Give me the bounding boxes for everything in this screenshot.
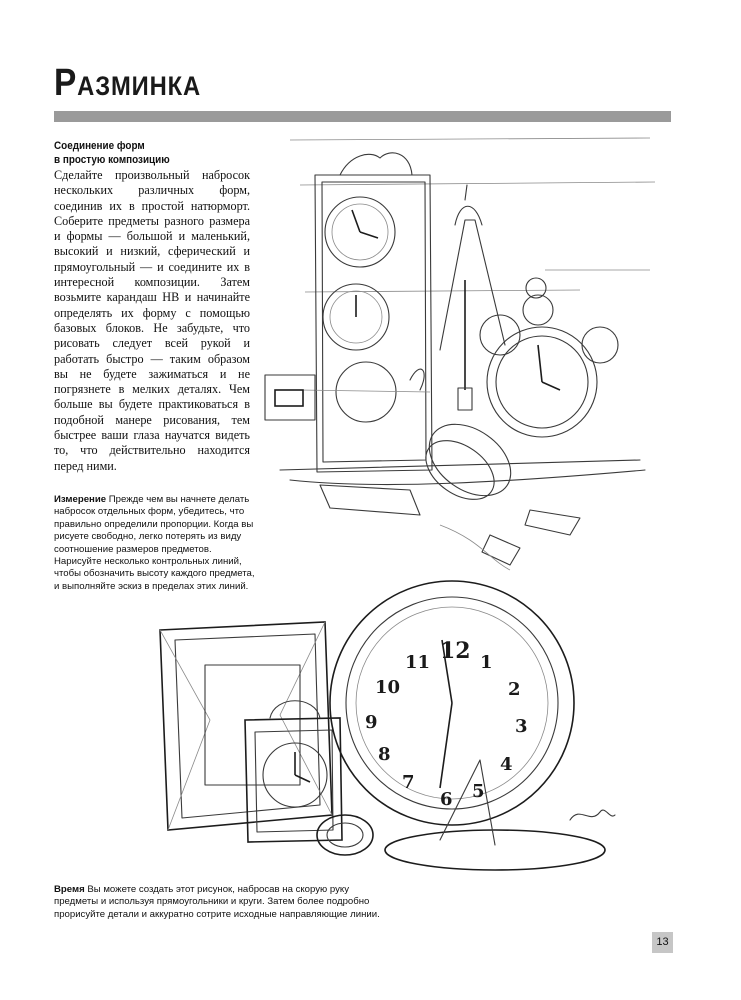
- svg-text:3: 3: [515, 716, 528, 737]
- svg-text:12: 12: [440, 638, 471, 664]
- svg-text:1: 1: [480, 652, 493, 673]
- svg-text:7: 7: [402, 772, 415, 793]
- svg-text:6: 6: [440, 789, 453, 810]
- svg-text:8: 8: [378, 744, 391, 765]
- svg-text:11: 11: [405, 652, 431, 673]
- caption-time-label: Время: [54, 884, 85, 895]
- body-paragraph: Сделайте произвольный набросок нескольких различных форм, соединив их в простой натюрморт. Соберите предметы разного размера и формы — большой и маленький, высокий и низкий, сферический и прямоугольный — и соедините их в интересной композиции. Затем возьмите карандаш НВ и начинайте определять их форму с помощью базовых блоков. Не забудьте, что рисовать следует всей рукой и работать быстро — таким образом вы не будете зажиматься и не погрязнете в мелких деталях. Чем больше вы будете практиковаться в подобной манере рисования, тем быстрее ваши глаза научатся видеть то, что действительно находится перед ними.: [54, 168, 250, 473]
- svg-text:4: 4: [500, 754, 513, 775]
- caption-measurement-label: Измерение: [54, 494, 107, 505]
- page-number: 13: [652, 932, 673, 953]
- svg-text:10: 10: [375, 677, 401, 698]
- title-rule: [54, 111, 671, 122]
- caption-measurement: [54, 494, 259, 593]
- caption-time: [54, 884, 384, 921]
- svg-text:2: 2: [508, 679, 521, 700]
- finished-illustration-clocks: [150, 600, 630, 870]
- svg-text:9: 9: [365, 712, 378, 733]
- section-subheading-line1: Соединение форм: [54, 140, 145, 152]
- section-subheading-line2: в простую композицию: [54, 154, 170, 166]
- svg-text:5: 5: [472, 781, 485, 802]
- caption-measurement-text: Прежде чем вы начнете делать набросок отдельных форм, убедитесь, что правильно определили пропорции. Когда вы рисуете свободно, легко потерять из виду соотношение размеров предметов. Нарисуйте несколько контрольных линий, чтобы обозначить высоту каждого предмета, и выполняйте эскиз в пределах этих линий.: [54, 494, 255, 592]
- sketch-illustration-clocks: [260, 130, 680, 580]
- caption-time-text: Вы можете создать этот рисунок, набросав на скорую руку предметы и используя прямоугольники и круги. Затем более подробно прорисуйте детали и аккуратно сотрите исходные направляющие линии.: [54, 884, 380, 920]
- page-title: Разминка: [54, 62, 202, 104]
